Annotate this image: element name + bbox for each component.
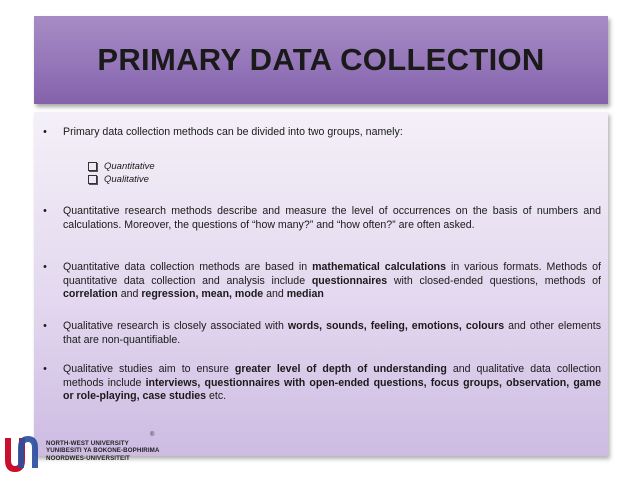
bold-phrase: median	[286, 288, 324, 300]
text-run: Quantitative data collection methods are based in	[63, 261, 313, 273]
text-run: Qualitative research is closely associated with	[63, 320, 288, 332]
logo-line: YUNIBESITI YA BOKONE-BOPHIRIMA	[46, 447, 160, 455]
text-run: and other elements that are non-quantifiable.	[63, 320, 601, 346]
text-run: and	[117, 288, 142, 300]
bold-phrase: regression, mean, mode	[141, 288, 264, 300]
university-name	[46, 440, 159, 462]
bullet-marker: •	[43, 320, 47, 332]
bold-phrase: correlation	[63, 288, 118, 300]
content-box	[34, 112, 608, 456]
checkbox-bullet-icon	[88, 175, 97, 184]
bullet-marker: •	[43, 205, 47, 217]
bullet-marker: •	[43, 261, 47, 273]
logo-line: NOORDWES-UNIVERSITEIT	[46, 454, 130, 462]
bullet-text	[63, 320, 601, 347]
logo-line: NORTH-WEST UNIVERSITY	[46, 440, 129, 447]
bold-phrase: questionnaires	[311, 274, 388, 287]
text-run: Primary data collection methods can be divided into two groups, namely:	[63, 126, 403, 138]
bullet-marker: •	[43, 126, 47, 138]
bold-phrase: words, sounds, feeling, emotions, colours	[287, 320, 505, 332]
bullet-marker: •	[43, 363, 47, 375]
bullet-text	[63, 363, 601, 404]
sub-item-quantitative	[88, 160, 155, 173]
text-run: in various formats. Methods of quantitative data collection and analysis include	[63, 261, 601, 287]
checkbox-bullet-icon	[88, 162, 97, 171]
university-logo	[2, 430, 162, 476]
slide-title: PRIMARY DATA COLLECTION	[97, 42, 545, 77]
text-run: and qualitative data collection methods include	[63, 363, 601, 389]
bullet-text	[63, 126, 601, 140]
bold-phrase: mathematical calculations	[312, 261, 447, 273]
registered-mark: ®	[150, 432, 155, 438]
sub-item-label: Qualitative	[104, 174, 149, 185]
bullet-text	[63, 261, 601, 302]
sub-item-label: Quantitative	[104, 161, 155, 172]
bold-phrase: greater level of depth of understanding	[234, 363, 447, 375]
text-run: Qualitative studies aim to ensure	[63, 363, 235, 375]
text-run: with closed-ended questions, methods of	[387, 274, 601, 287]
sub-list	[88, 160, 155, 186]
text-run: Quantitative research methods describe and measure the level of occurrences on the basis of numbers and calculations. Moreover, the questions of “how many?” and “how often?” are often asked.	[63, 205, 601, 231]
title-bar	[34, 16, 608, 104]
bullet-text	[63, 205, 601, 232]
text-run: and	[263, 288, 287, 300]
text-run: etc.	[206, 390, 227, 402]
bold-phrase: interviews, questionnaires with open-ended questions, focus groups, observation, game or role-playing, case studies	[63, 376, 601, 402]
university-emblem-icon	[2, 430, 42, 476]
sub-item-qualitative	[88, 173, 155, 186]
